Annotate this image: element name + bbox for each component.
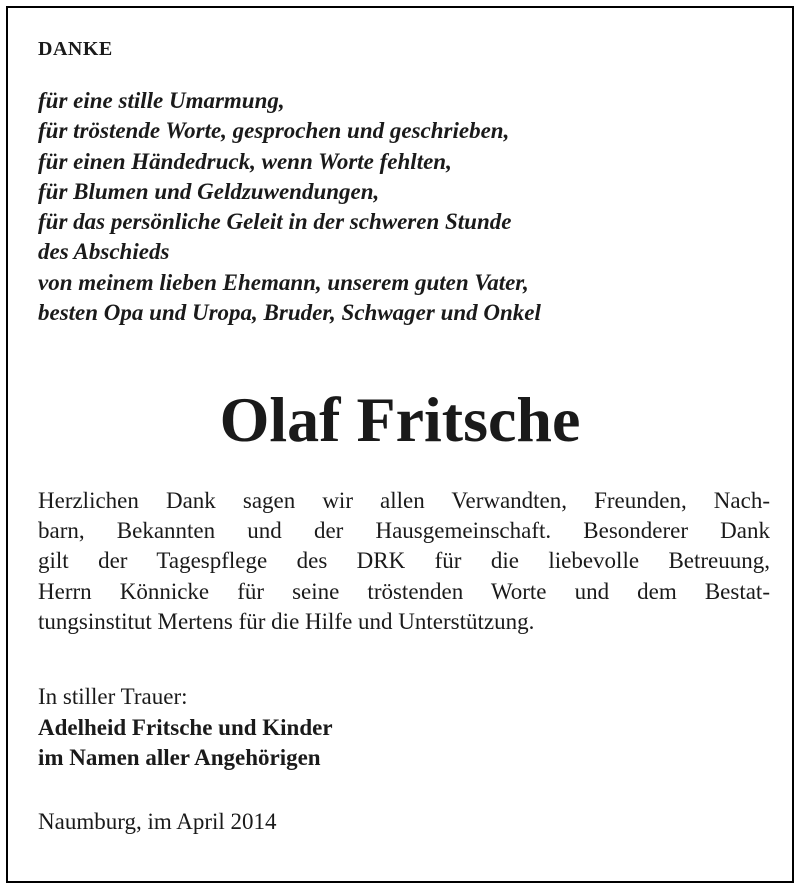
intro-line: für Blumen und Geldzuwendungen, [38, 178, 380, 204]
thanks-paragraph [38, 486, 770, 637]
deceased-name: Olaf Fritsche [219, 384, 581, 455]
intro-line: für das persönliche Geleit in der schweren Stunde [38, 209, 512, 235]
thanks-line: barn, Bekannten und der Hausgemeinschaft. Besonderer Dank [38, 518, 770, 544]
on-behalf-line: im Namen aller Angehörigen [38, 745, 321, 770]
intro-line: von meinem lieben Ehemann, unserem guten Vater, [38, 269, 529, 295]
thanks-line: gilt der Tagespflege des DRK für die liebevolle Betreuung, [38, 548, 770, 574]
heading: DANKE [38, 38, 113, 60]
intro-list [38, 86, 541, 328]
place-date: Naumburg, im April 2014 [38, 809, 277, 834]
intro-line: für einen Händedruck, wenn Worte fehlten, [38, 148, 452, 174]
closing-block [38, 682, 333, 774]
obituary-card [6, 6, 794, 883]
thanks-line: Herrn Könnicke für seine tröstenden Worte und dem Bestat- [38, 578, 770, 604]
intro-line: für tröstende Worte, gesprochen und geschrieben, [38, 118, 510, 144]
thanks-line: Herzlichen Dank sagen wir allen Verwandten, Freunden, Nach- [38, 488, 770, 513]
signatory: Adelheid Fritsche und Kinder [38, 714, 333, 740]
mourning-label: In stiller Trauer: [38, 684, 188, 709]
intro-line: besten Opa und Uropa, Bruder, Schwager und Onkel [38, 300, 541, 326]
intro-line: des Abschieds [38, 239, 170, 265]
intro-line: für eine stille Umarmung, [38, 88, 285, 113]
thanks-line: tungsinstitut Mertens für die Hilfe und Unterstützung. [38, 608, 535, 634]
